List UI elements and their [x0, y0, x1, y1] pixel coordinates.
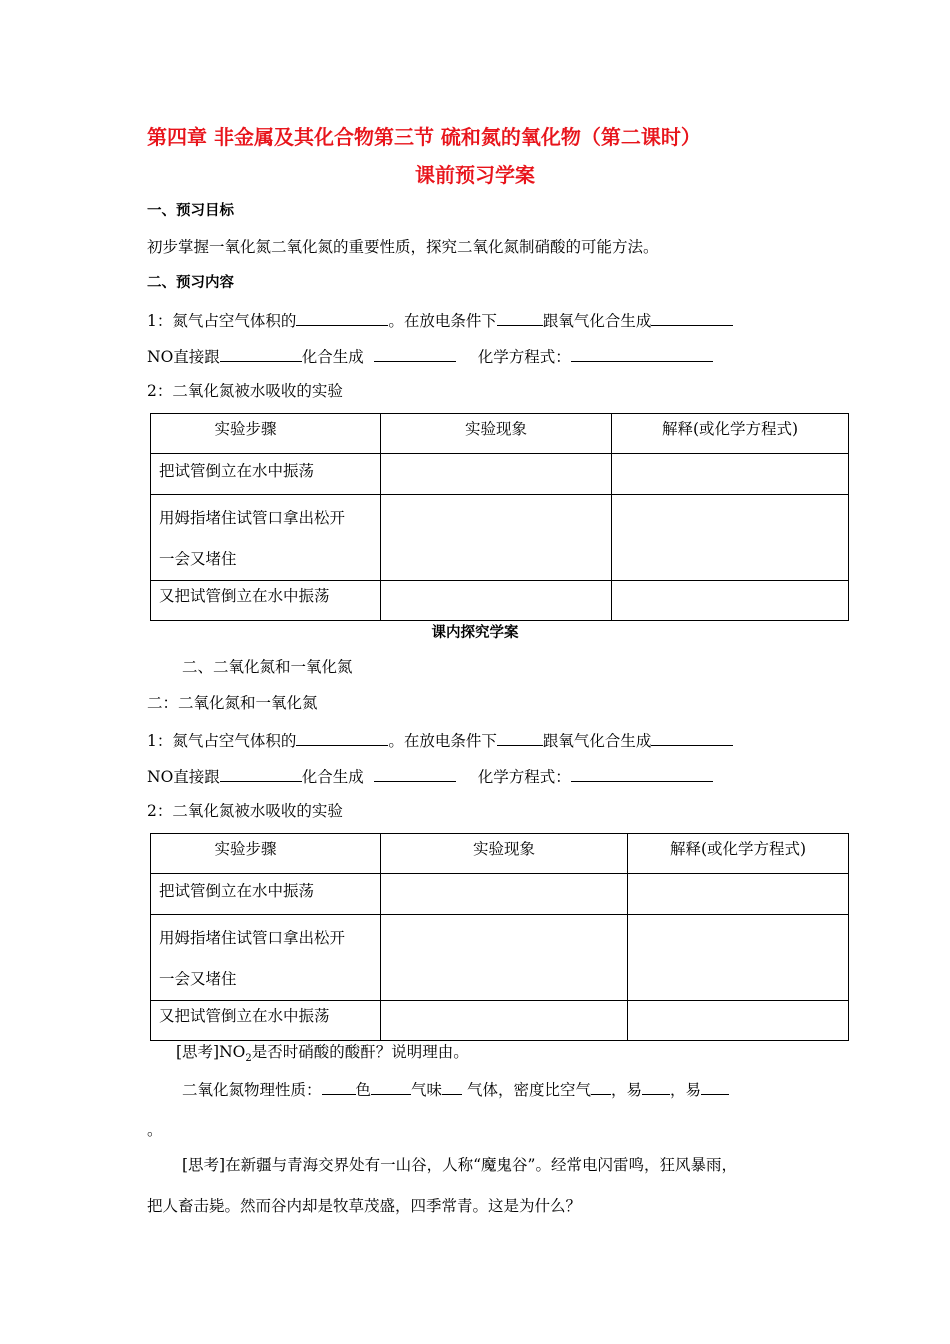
table-cell-step: 用姆指堵住试管口拿出松开 一会又堵住 — [151, 495, 381, 581]
table-header: 实验步骤 — [151, 834, 381, 874]
physical-text-e: ，易 — [610, 1081, 642, 1099]
question-1b-text-d: NO直接跟 — [147, 768, 220, 786]
question-1-text-c: 跟氧气化合生成 — [542, 312, 652, 330]
fill-blank[interactable] — [651, 729, 733, 746]
table-header: 实验步骤 — [151, 414, 381, 454]
table-cell-explanation[interactable] — [628, 874, 849, 915]
fill-blank[interactable] — [374, 345, 456, 362]
think-question-2-line-2: 把人畜击毙。然而谷内却是牧草茂盛，四季常青。这是为什么？ — [147, 1197, 582, 1215]
physical-text-f: ，易 — [670, 1081, 702, 1099]
question-1b-text-a: 1：氮气占空气体积的 — [147, 732, 297, 750]
fill-blank[interactable] — [571, 765, 713, 782]
table-cell-observation[interactable] — [381, 1001, 628, 1041]
question-1b-text-e: 化合生成 — [301, 768, 364, 786]
fill-blank[interactable] — [220, 345, 302, 362]
think-1-prefix: [思考]NO — [176, 1043, 246, 1061]
experiment-table-2 — [150, 833, 849, 1041]
chapter-title: 第四章 非金属及其化合物第三节 硫和氮的氧化物（第二课时） — [147, 125, 701, 149]
section-heading-goals: 一、预习目标 — [147, 203, 234, 219]
question-1b-line — [147, 729, 733, 751]
think-question-2-line-1: [思考]在新疆与青海交界处有一山谷，人称“魔鬼谷”。经常电闪雷鸣，狂风暴雨， — [182, 1156, 737, 1174]
question-1b-text-f: 化学方程式： — [477, 768, 571, 786]
table-cell-observation[interactable] — [381, 495, 612, 581]
table-header: 实验现象 — [381, 834, 628, 874]
question-1-text-a: 1：氮气占空气体积的 — [147, 312, 297, 330]
fill-blank[interactable] — [591, 1078, 611, 1095]
physical-text-a: 二氧化氮物理性质： — [182, 1081, 322, 1099]
question-1b-text-b: 。在放电条件下 — [388, 732, 497, 750]
table-cell-explanation[interactable] — [612, 495, 849, 581]
fill-blank[interactable] — [571, 345, 713, 362]
fill-blank[interactable] — [296, 309, 388, 326]
table-cell-step: 把试管倒立在水中振荡 — [151, 874, 381, 915]
table-cell-step: 又把试管倒立在水中振荡 — [151, 581, 381, 621]
fill-blank[interactable] — [296, 729, 388, 746]
table-cell-observation[interactable] — [381, 581, 612, 621]
table-cell-explanation[interactable] — [628, 1001, 849, 1041]
physical-text-c: 气味 — [411, 1081, 443, 1099]
physical-text-d: 气体，密度比空气 — [462, 1081, 591, 1099]
experiment-table-1 — [150, 413, 849, 621]
table-cell-explanation[interactable] — [612, 581, 849, 621]
table-header: 实验现象 — [381, 414, 612, 454]
fill-blank[interactable] — [497, 309, 543, 326]
table-cell-step: 把试管倒立在水中振荡 — [151, 454, 381, 495]
fill-blank[interactable] — [642, 1078, 670, 1095]
question-1b-line-2 — [147, 765, 713, 787]
question-1-line — [147, 309, 733, 331]
question-2-text: 2：二氧化氮被水吸收的实验 — [147, 382, 343, 400]
fill-blank[interactable] — [701, 1078, 729, 1095]
section-heading-content: 二、预习内容 — [147, 275, 234, 291]
section-heading-inclass: 课内探究学案 — [431, 625, 519, 641]
fill-blank[interactable] — [497, 729, 543, 746]
table-cell-step: 又把试管倒立在水中振荡 — [151, 1001, 381, 1041]
question-1-text-b: 。在放电条件下 — [388, 312, 497, 330]
question-1b-text-c: 跟氧气化合生成 — [542, 732, 652, 750]
table-cell-explanation[interactable] — [612, 454, 849, 495]
fill-blank[interactable] — [322, 1078, 356, 1095]
physical-text-b: 色 — [355, 1081, 372, 1099]
think-1-suffix: 是否时硝酸的酸酐？说明理由。 — [251, 1043, 469, 1061]
subtitle: 课前预习学案 — [415, 163, 535, 187]
fill-blank[interactable] — [651, 309, 733, 326]
fill-blank[interactable] — [220, 765, 302, 782]
table-cell-observation[interactable] — [381, 874, 628, 915]
question-1-text-f: 化学方程式： — [477, 348, 571, 366]
table-cell-explanation[interactable] — [628, 915, 849, 1001]
table-cell-observation[interactable] — [381, 454, 612, 495]
question-1-line-2 — [147, 345, 713, 367]
physical-end-mark: 。 — [147, 1121, 163, 1139]
physical-properties-line — [182, 1078, 729, 1100]
subheading-2: 二：二氧化氮和一氧化氮 — [147, 694, 318, 712]
subheading-1: 二、二氧化氮和一氧化氮 — [182, 658, 353, 676]
question-2b-text: 2：二氧化氮被水吸收的实验 — [147, 802, 343, 820]
table-cell-step: 用姆指堵住试管口拿出松开 一会又堵住 — [151, 915, 381, 1001]
table-header: 解释(或化学方程式) — [628, 834, 849, 874]
table-cell-observation[interactable] — [381, 915, 628, 1001]
think-question-1 — [176, 1042, 469, 1069]
goals-text: 初步掌握一氧化氮二氧化氮的重要性质，探究二氧化氮制硝酸的可能方法。 — [147, 238, 659, 256]
question-1-text-d: NO直接跟 — [147, 348, 220, 366]
fill-blank[interactable] — [374, 765, 456, 782]
question-1-text-e: 化合生成 — [301, 348, 364, 366]
fill-blank[interactable] — [442, 1078, 462, 1095]
think-1-subscript: 2 — [245, 1053, 252, 1065]
table-header: 解释(或化学方程式) — [612, 414, 849, 454]
fill-blank[interactable] — [371, 1078, 411, 1095]
